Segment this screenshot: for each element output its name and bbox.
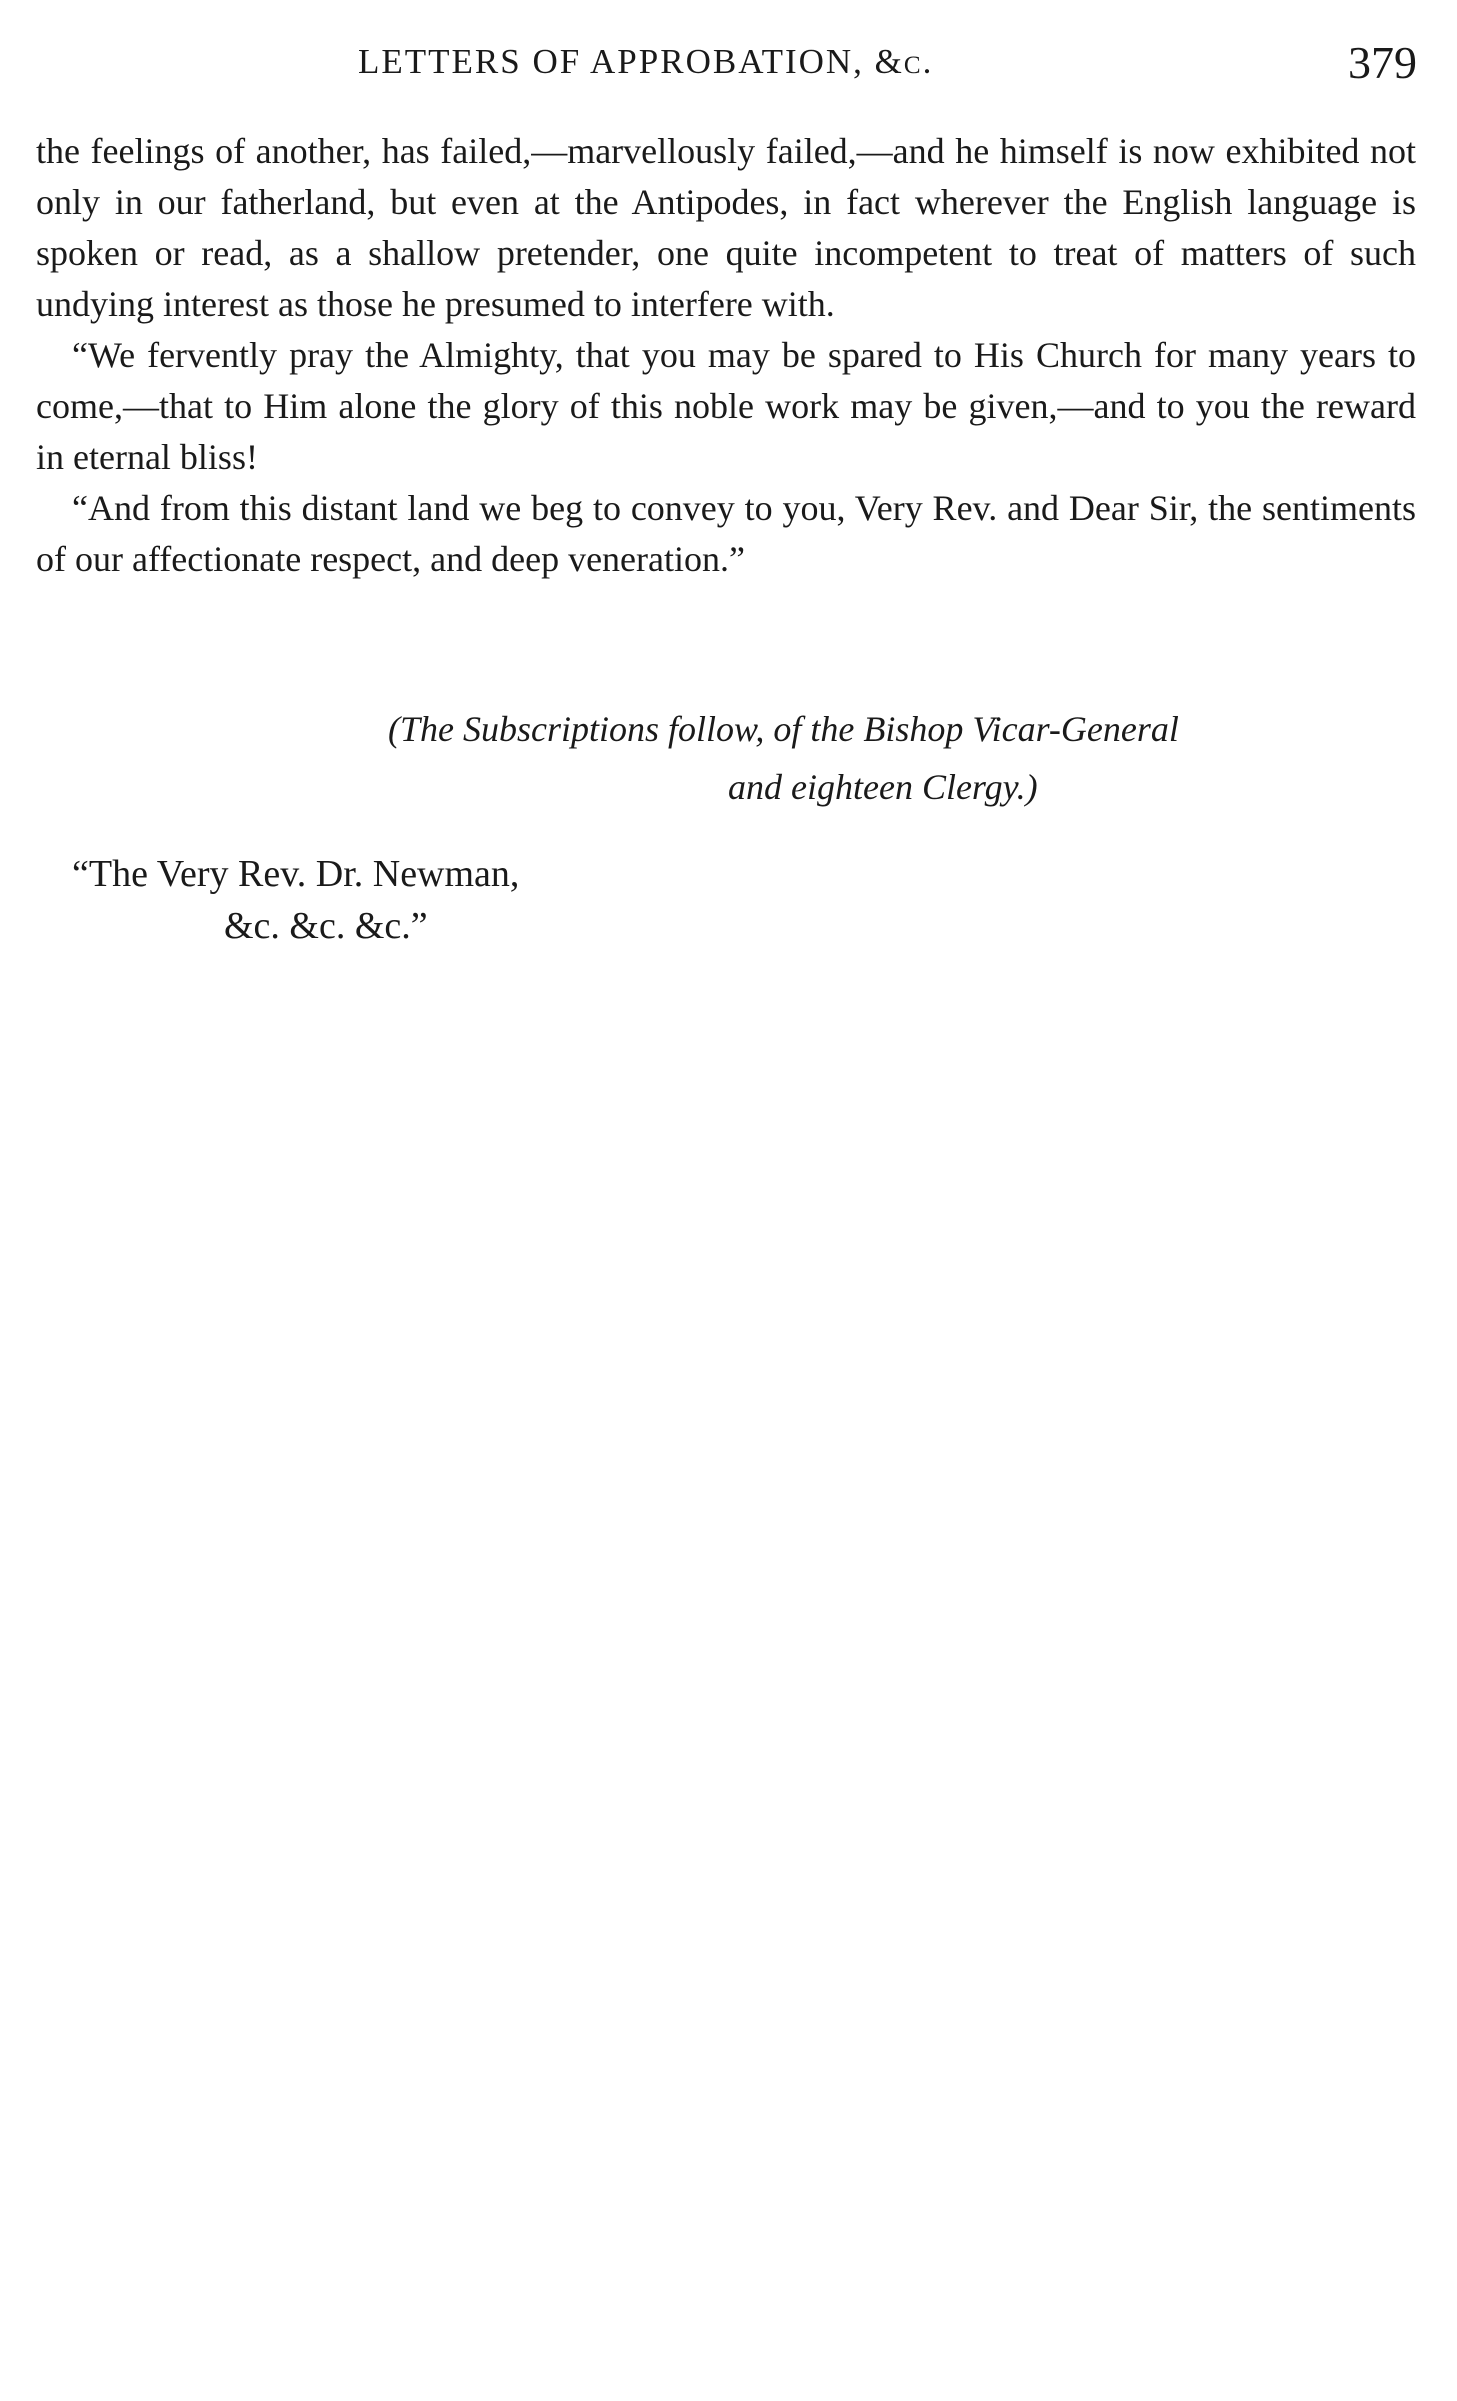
subscriptions-note (388, 700, 1403, 816)
addressee-name: “The Very Rev. Dr. Newman, (72, 853, 520, 895)
subscriptions-line-2: and eighteen Clergy.) (728, 767, 1038, 807)
addressee-etc: &c. &c. &c.” (224, 905, 428, 947)
paragraph-prayer: “We fervently pray the Almighty, that you may be spared to His Church for many years to come,—that to Him alone the glory of this noble work may be given,—and to you the reward in eternal bliss! (36, 335, 1416, 477)
addressee-block (72, 848, 519, 952)
page-number: 379 (1348, 37, 1417, 88)
running-title: LETTERS OF APPROBATION, &c. (358, 42, 934, 81)
running-header (36, 36, 1421, 96)
subscriptions-line-1: (The Subscriptions follow, of the Bishop Vicar-General (388, 709, 1179, 749)
paragraph-continued: the feelings of another, has failed,—marvellously failed,—and he himself is now exhibited not only in our fatherland, but even at the Antipodes, in fact wherever the English language is spoken or read, as a shallow pretender, one quite incompetent to treat of matters of such undying interest as those he presumed to interfere with. (36, 131, 1416, 324)
body-text (36, 126, 1416, 585)
paragraph-closing: “And from this distant land we beg to convey to you, Very Rev. and Dear Sir, the sentiments of our affectionate respect, and deep veneration.” (36, 488, 1416, 579)
